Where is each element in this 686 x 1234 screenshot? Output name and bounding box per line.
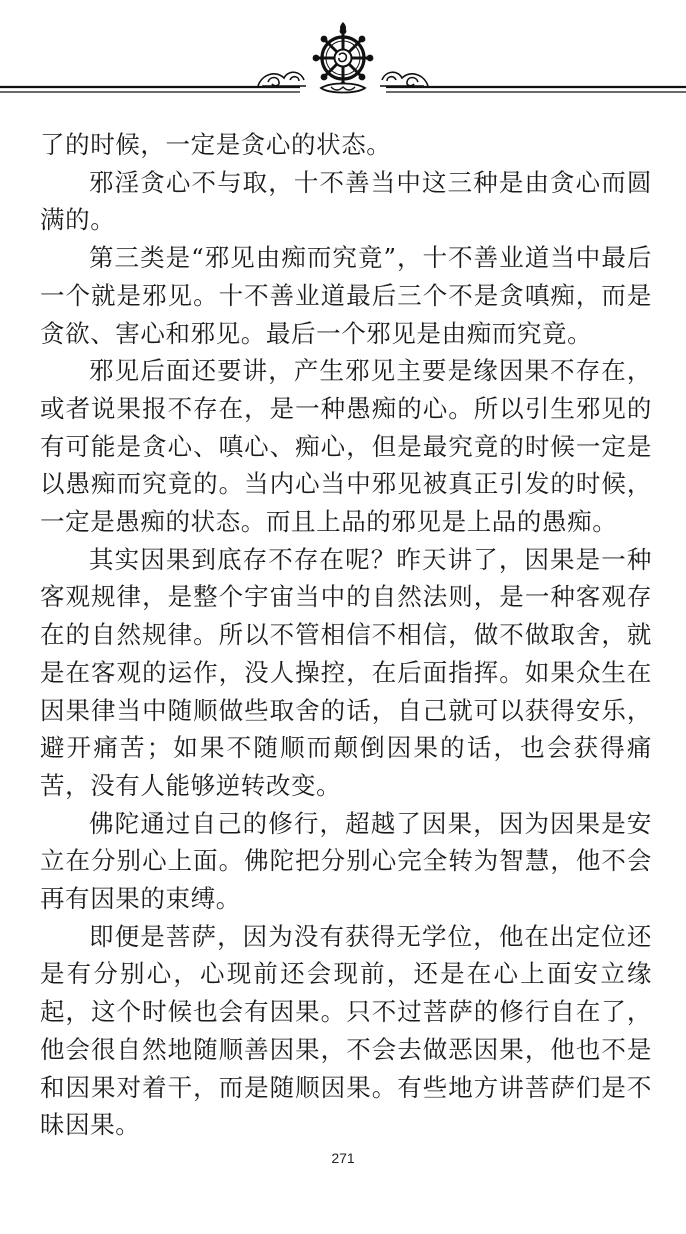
dharma-wheel-icon — [313, 22, 374, 93]
paragraph-continuation: 了的时候，一定是贪心的状态。 — [40, 130, 392, 159]
page-header-ornament — [0, 0, 686, 110]
header-ornament-graphic — [0, 0, 686, 110]
paragraph: 其实因果到底存不存在呢？昨天讲了，因果是一种客观规律，是整个宇宙当中的自然法则，是一种客观存在的自然规律。所以不管相信不相信，做不做取舍，就是在客观的运作，没人操控，在后面指挥。如果众生在因果律当中随顺做些取舍的话，自己就可以获得安乐，避开痛苦；如果不随顺而颠倒因果的话，也会获得痛苦，没有人能够逆转改变。 — [40, 544, 652, 800]
paragraph: 邪见后面还要讲，产生邪见主要是缘因果不存在，或者说果报不存在，是一种愚痴的心。所以引生邪见的有可能是贪心、嗔心、痴心，但是最究竟的时候一定是以愚痴而究竟的。当内心当中邪见被真正引发的时候，一定是愚痴的状态。而且上品的邪见是上品的愚痴。 — [40, 356, 652, 537]
paragraph: 即便是菩萨，因为没有获得无学位，他在出定位还是有分别心，心现前还会现前，还是在心上面安立缘起，这个时候也会有因果。只不过菩萨的修行自在了，他会很自然地随顺善因果，不会去做恶因果，他也不是和因果对着干，而是随顺因果。有些地方讲菩萨们是不昧因果。 — [40, 921, 652, 1140]
left-cloud-icon — [258, 72, 306, 86]
page-body — [40, 126, 652, 1144]
paragraph: 邪淫贪心不与取，十不善当中这三种是由贪心而圆满的。 — [40, 167, 652, 235]
page-number: 271 — [331, 1150, 355, 1166]
right-cloud-icon — [380, 72, 428, 86]
paragraph: 佛陀通过自己的修行，超越了因果，因为因果是安立在分别心上面。佛陀把分别心完全转为智慧，他不会再有因果的束缚。 — [40, 808, 652, 914]
paragraph: 第三类是“邪见由痴而究竟”，十不善业道当中最后一个就是邪见。十不善业道最后三个不是贪嗔痴，而是贪欲、害心和邪见。最后一个邪见是由痴而究竟。 — [40, 243, 652, 348]
